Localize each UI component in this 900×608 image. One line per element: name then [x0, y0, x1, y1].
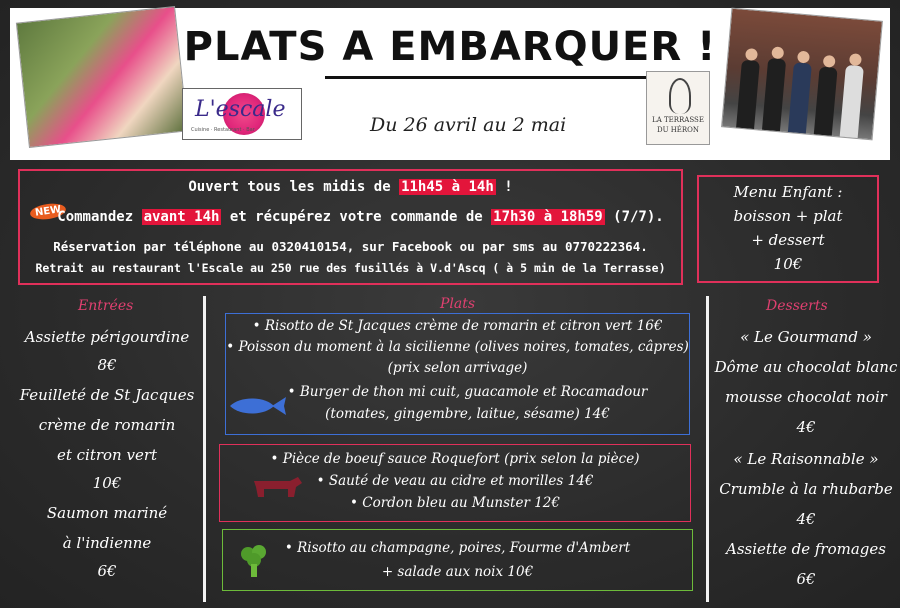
header-banner	[10, 8, 890, 160]
heron-bird-icon	[669, 78, 691, 114]
meat-dish-line: • Sauté de veau au cidre et morilles 14€	[316, 473, 594, 489]
title-underline	[325, 76, 650, 79]
order-deadline-highlight: avant 14h	[143, 209, 220, 225]
dessert-price: 4€	[796, 510, 816, 528]
fish-dish-line: (tomates, gingembre, laitue, sésame) 14€	[325, 406, 610, 422]
entree-line: Saumon mariné	[46, 504, 168, 522]
opening-hours-line	[20, 179, 681, 195]
page-title: PLATS A EMBARQUER !	[183, 24, 717, 70]
plats-title: Plats	[440, 296, 476, 312]
escale-logo-tagline: Cuisine · Restaurant · Bar	[191, 127, 255, 133]
veg-dish-line: + salade aux noix 10€	[381, 564, 534, 580]
escale-logo-name: L'escale	[195, 97, 286, 122]
kids-menu-line: boisson + plat	[733, 207, 843, 225]
meat-dish-line: • Pièce de boeuf sauce Roquefort (prix selon la pièce)	[270, 451, 640, 467]
team-member-figure	[814, 67, 838, 136]
kids-menu-line: + dessert	[751, 231, 825, 249]
kids-menu-title: Menu Enfant :	[733, 183, 843, 201]
heron-logo	[646, 71, 710, 145]
entree-line: crème de romarin	[38, 416, 176, 434]
meat-dish-line: • Cordon bleu au Munster 12€	[350, 495, 560, 511]
opening-hours-text: Ouvert tous les midis de	[188, 179, 400, 195]
entree-price: 10€	[92, 474, 122, 492]
entree-price: 6€	[97, 562, 117, 580]
veg-dish-line: • Risotto au champagne, poires, Fourme d'Ambert	[284, 540, 631, 556]
order-pickup-text: et récupérez votre commande de	[221, 209, 492, 225]
fish-dish-line: (prix selon arrivage)	[387, 360, 528, 376]
dessert-price: 4€	[796, 418, 816, 436]
team-member-head	[771, 46, 784, 59]
entree-line: à l'indienne	[62, 534, 152, 552]
entree-line: et citron vert	[56, 446, 158, 464]
dessert-line: Assiette de fromages	[726, 540, 886, 558]
date-range: Du 26 avril au 2 mai	[370, 114, 567, 136]
kids-menu-price: 10€	[773, 255, 803, 273]
dessert-line: Crumble à la rhubarbe	[719, 480, 893, 498]
new-badge: NEW	[29, 202, 67, 222]
entree-line: Assiette périgourdine	[24, 328, 190, 346]
entree-line: Feuilleté de St Jacques	[19, 386, 195, 404]
fish-dish-line: • Risotto de St Jacques crème de romarin et citron vert 16€	[252, 318, 663, 334]
dessert-line: « Le Gourmand »	[740, 328, 872, 346]
team-member-head	[849, 53, 862, 66]
entrees-title: Entrées	[78, 298, 134, 314]
escale-logo	[182, 88, 302, 140]
desserts-title: Desserts	[766, 298, 828, 314]
heron-logo-line2: DU HÉRON	[656, 126, 700, 134]
pickup-address-line: Retrait au restaurant l'Escale au 250 rue des fusillés à V.d'Ascq ( à 5 min de la Terrasse)	[35, 261, 666, 275]
dessert-line: mousse chocolat noir	[725, 388, 887, 406]
opening-hours-highlight: 11h45 à 14h	[401, 179, 494, 195]
kids-menu-box	[697, 175, 879, 283]
team-member-head	[823, 55, 836, 68]
fish-dish-line: • Poisson du moment à la sicilienne (olives noires, tomates, câpres)	[226, 339, 689, 355]
dessert-line: Dôme au chocolat blanc	[714, 358, 898, 376]
team-member-figure	[762, 58, 786, 131]
heron-logo-line1: LA TERRASSE	[652, 116, 704, 124]
order-text: Commandez	[57, 209, 142, 225]
entree-price: 8€	[97, 356, 117, 374]
dessert-price: 6€	[796, 570, 816, 588]
pickup-window-highlight: 17h30 à 18h59	[493, 209, 603, 225]
order-line	[20, 209, 681, 225]
column-divider-left	[203, 296, 206, 602]
column-divider-right	[706, 296, 709, 602]
fish-dish-line: • Burger de thon mi cuit, guacamole et Rocamadour	[287, 384, 648, 400]
reservation-line: Réservation par téléphone au 0320410154, sur Facebook ou par sms au 0770222364.	[53, 239, 648, 254]
fish-dishes-box	[225, 313, 690, 435]
opening-hours-suffix: !	[495, 179, 513, 195]
team-member-figure	[736, 60, 760, 129]
team-member-head	[797, 51, 810, 64]
team-photo	[721, 8, 883, 141]
meat-dishes-box	[219, 444, 691, 522]
info-box	[18, 169, 683, 285]
dessert-line: « Le Raisonnable »	[733, 450, 879, 468]
team-member-figure	[840, 65, 864, 138]
veg-dishes-box	[222, 529, 693, 591]
order-suffix: (7/7).	[604, 209, 664, 225]
team-member-figure	[788, 62, 812, 133]
team-member-head	[745, 48, 758, 61]
